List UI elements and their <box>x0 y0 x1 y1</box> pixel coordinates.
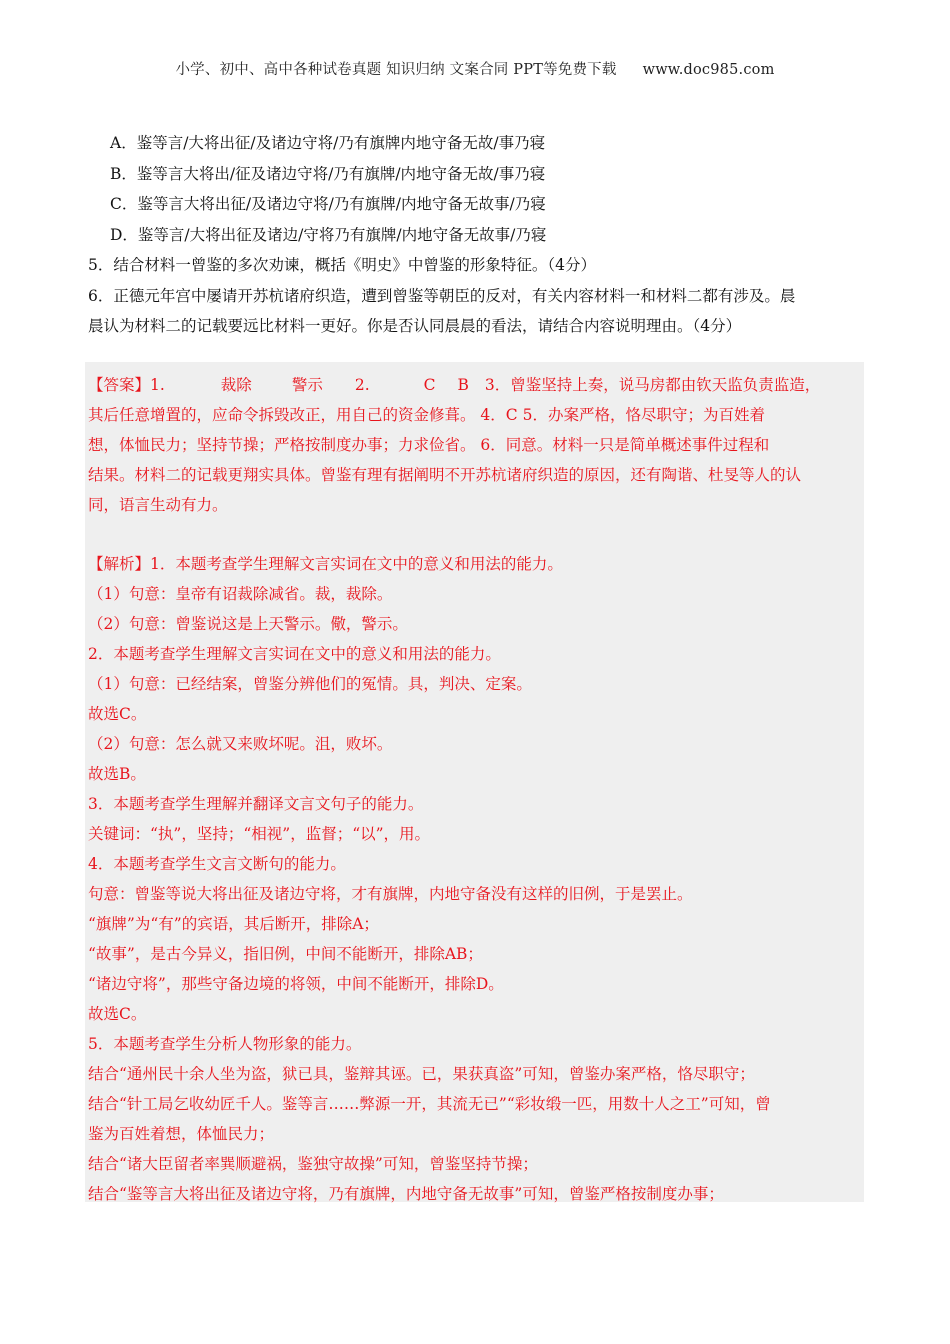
analysis-line: 结合“针工局乞收幼匠千人。鉴等言……弊源一开，其流无已”“彩妆缎一匹，用数十人之工”可知，曾 <box>88 1095 771 1113</box>
option-a: A．鉴等言/大将出征/及诸边守将/乃有旗牌内地守备无故/事乃寝 <box>110 134 546 152</box>
answer-line-3: 想，体恤民力；坚持节操；严格按制度办事；力求俭省。 6．同意。材料一只是简单概述事件过程和 <box>88 436 770 454</box>
analysis-line: “故事”，是古今异义，指旧例，中间不能断开，排除AB； <box>88 945 483 963</box>
answer-2-choice-a: C <box>423 376 436 394</box>
analysis-line: 2．本题考查学生理解文言实词在文中的意义和用法的能力。 <box>88 645 501 663</box>
analysis-line: “诸边守将”，那些守备边境的将领，中间不能断开，排除D。 <box>88 975 504 993</box>
analysis-line: 故选C。 <box>88 705 147 723</box>
analysis-line: （2）句意：曾鉴说这是上天警示。儆，警示。 <box>88 615 408 633</box>
analysis-line: 结合“通州民十余人坐为盗，狱已具，鉴辩其诬。已，果获真盗”可知，曾鉴办案严格，恪尽职守； <box>88 1065 755 1083</box>
page-header <box>0 58 950 79</box>
question-6-line1: 6．正德元年宫中屡请开苏杭诸府织造，遭到曾鉴等朝臣的反对，有关内容材料一和材料二都有涉及。晨 <box>88 286 796 305</box>
answer-3-text: 3．曾鉴坚持上奏，说马房都由钦天监负责监造， <box>484 376 821 394</box>
analysis-line: 鉴为百姓着想，体恤民力； <box>88 1125 275 1143</box>
analysis-line: 【解析】1．本题考查学生理解文言实词在文中的意义和用法的能力。 <box>88 555 563 573</box>
header-text: 小学、初中、高中各种试卷真题 知识归纳 文案合同 PPT等免费下载 <box>175 62 617 78</box>
answer-2-choice-b: B <box>457 376 469 394</box>
answer-1-word-b: 警示 <box>291 376 323 394</box>
question-5: 5．结合材料一曾鉴的多次劝谏，概括《明史》中曾鉴的形象特征。（4分） <box>88 256 596 274</box>
answer-line-4: 结果。材料二的记载更翔实具体。曾鉴有理有据阐明不开苏杭诸府织造的原因，还有陶谐、杜旻等人的认 <box>88 466 802 484</box>
answer-line-2: 其后任意增置的，应命令拆毁改正，用自己的资金修葺。 4．C 5．办案严格，恪尽职守；为百姓着 <box>88 406 765 424</box>
option-b: B．鉴等言大将出/征及诸边守将/乃有旗牌/内地守备无故/事乃寝 <box>110 164 546 183</box>
analysis-line: 故选C。 <box>88 1005 147 1023</box>
option-d: D．鉴等言/大将出征及诸边/守将乃有旗牌/内地守备无故事/乃寝 <box>110 225 547 244</box>
question-6-line2: 晨认为材料二的记载要远比材料一更好。你是否认同晨晨的看法，请结合内容说明理由。（4分） <box>88 317 742 335</box>
answer-section <box>88 370 862 520</box>
analysis-line: （1）句意：皇帝有诏裁除减省。裁，裁除。 <box>88 585 393 603</box>
analysis-line: 句意：曾鉴等说大将出征及诸边守将，才有旗牌，内地守备没有这样的旧例，于是罢止。 <box>88 885 693 903</box>
analysis-section <box>88 549 862 1209</box>
option-c: C．鉴等言大将出征/及诸边守将/乃有旗牌/内地守备无故事/乃寝 <box>110 195 546 213</box>
answer-label: 【答案】1. <box>88 376 165 394</box>
answer-line-1 <box>88 370 862 400</box>
analysis-line: （1）句意：已经结案，曾鉴分辨他们的冤情。具，判决、定案。 <box>88 675 532 693</box>
answer-1-word-a: 裁除 <box>220 376 252 394</box>
header-url[interactable]: www.doc985.com <box>642 62 775 78</box>
analysis-line: 4．本题考查学生文言文断句的能力。 <box>88 855 346 873</box>
analysis-line: “旗牌”为“有”的宾语，其后断开，排除A； <box>88 915 379 933</box>
question-block <box>0 128 950 342</box>
analysis-line: 故选B。 <box>88 765 146 783</box>
analysis-line: 3．本题考查学生理解并翻译文言文句子的能力。 <box>88 795 424 813</box>
analysis-line: 结合“诸大臣留者率巽顺避祸，鉴独守故操”可知，曾鉴坚持节操； <box>88 1155 538 1173</box>
analysis-line: （2）句意：怎么就又来败坏呢。沮，败坏。 <box>88 735 393 753</box>
analysis-line: 结合“鉴等言大将出征及诸边守将，乃有旗牌，内地守备无故事”可知，曾鉴严格按制度办事； <box>88 1185 724 1203</box>
answer-2-label: 2. <box>354 376 370 394</box>
analysis-line: 5．本题考查学生分析人物形象的能力。 <box>88 1035 362 1053</box>
answer-line-5: 同，语言生动有力。 <box>88 496 228 514</box>
analysis-line: 关键词：“执”，坚持；“相视”，监督；“以”，用。 <box>88 825 431 843</box>
